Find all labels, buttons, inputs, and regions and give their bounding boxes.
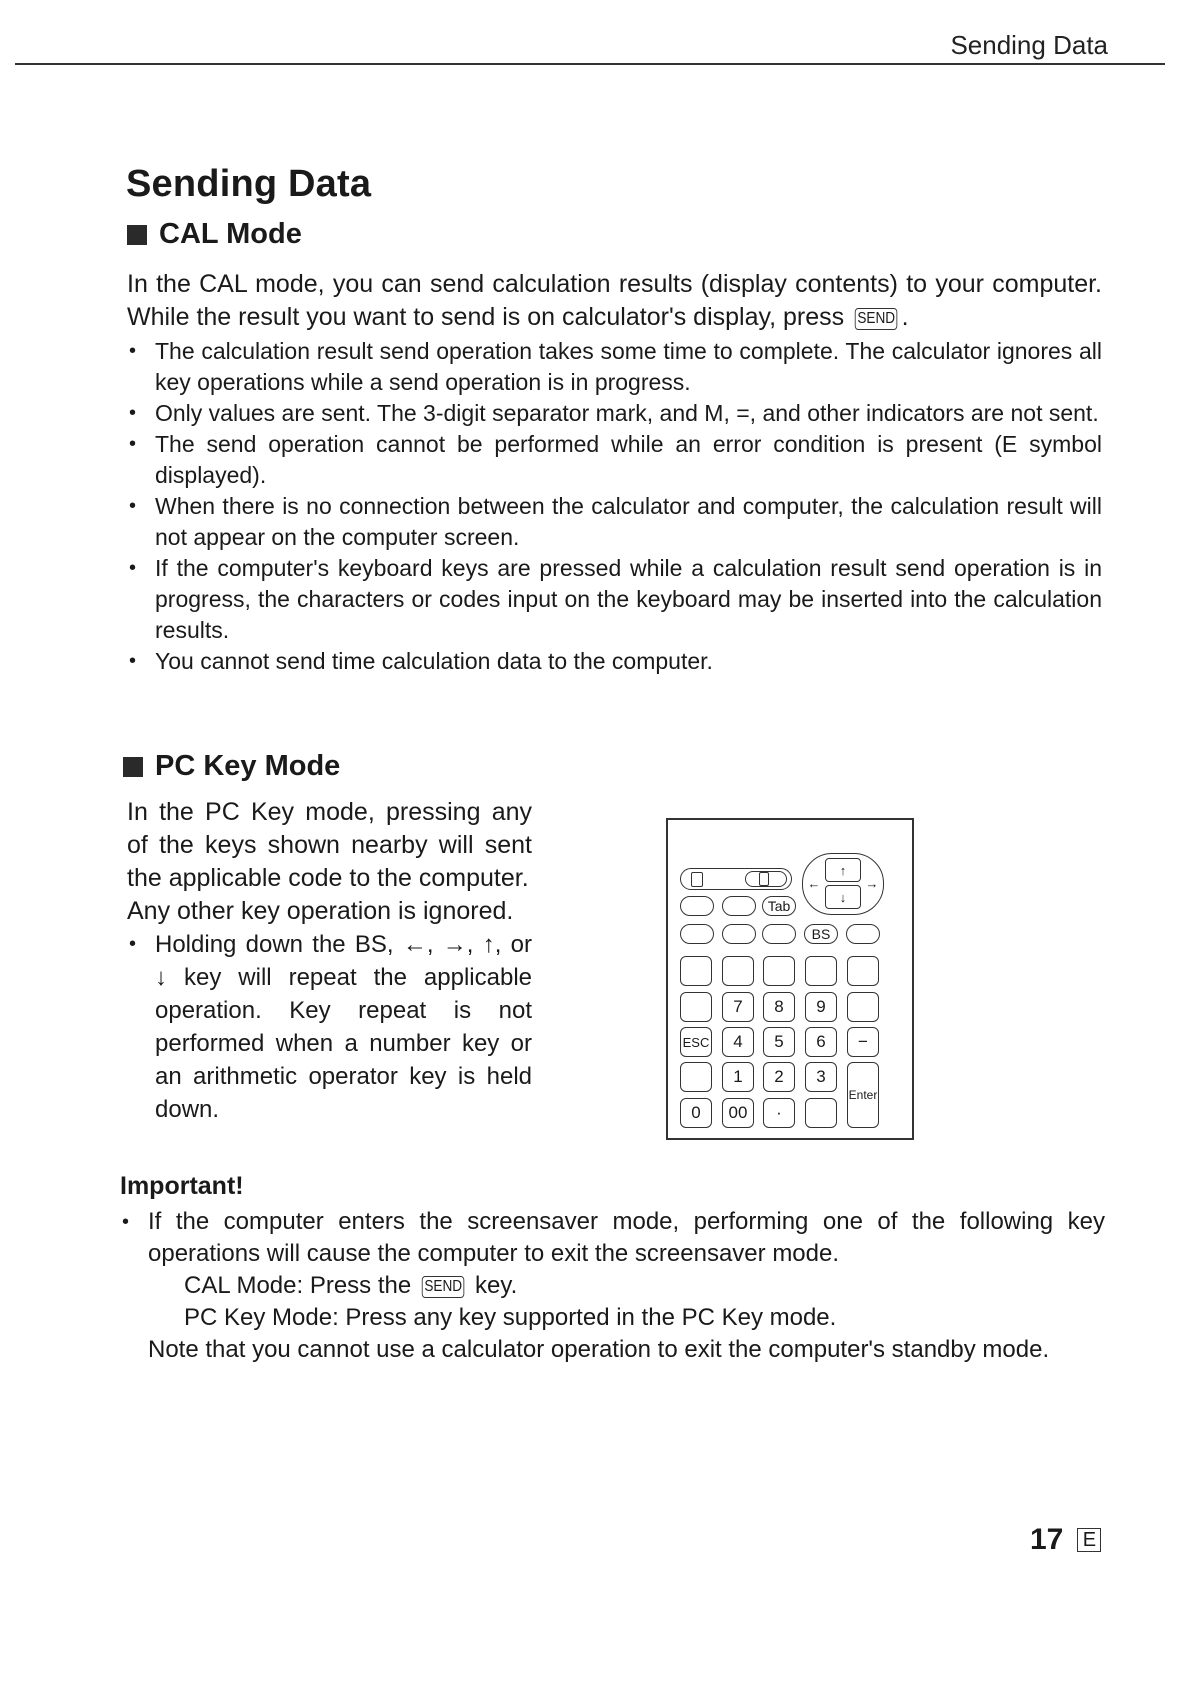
- keypad-key: [805, 956, 837, 986]
- blank-key: [762, 924, 796, 944]
- tab-key: Tab: [762, 896, 796, 916]
- key-4: 4: [722, 1027, 754, 1057]
- arrow-key-cluster: [802, 853, 884, 915]
- list-item: • The send operation cannot be performed while an error condition is present (E symbol displayed).: [127, 429, 1102, 491]
- cal-mode-section: [127, 268, 1102, 677]
- enter-key: Enter: [847, 1062, 879, 1128]
- key-1: 1: [722, 1062, 754, 1092]
- arrow-left-icon: ←: [807, 860, 821, 906]
- key-6: 6: [805, 1027, 837, 1057]
- key-2: 2: [763, 1062, 795, 1092]
- decimal-key: ·: [763, 1098, 795, 1128]
- cal-mode-heading-text: CAL Mode: [159, 218, 302, 250]
- arrow-down-icon: ↓: [825, 885, 861, 909]
- slider-switch-icon: [680, 868, 792, 890]
- key-9: 9: [805, 992, 837, 1022]
- esc-key: ESC: [680, 1027, 712, 1057]
- key-3: 3: [805, 1062, 837, 1092]
- keypad-key: [847, 956, 879, 986]
- cal-mode-intro: In the CAL mode, you can send calculation results (display contents) to your computer. While the result you want to send is on calculator's display, press SEND .: [127, 270, 1102, 331]
- send-key-icon: SEND: [422, 1276, 465, 1298]
- key-8: 8: [763, 992, 795, 1022]
- keypad-diagram: [666, 818, 914, 1140]
- list-item: • The calculation result send operation takes some time to complete. The calculator ignores all key operations while a send operation is in progress.: [127, 336, 1102, 398]
- important-cal-line: CAL Mode: Press the SEND key.: [184, 1272, 518, 1299]
- keypad-key: [763, 956, 795, 986]
- blank-key: [846, 924, 880, 944]
- page-number: [1030, 1523, 1101, 1557]
- page-title: Sending Data: [126, 163, 372, 205]
- keypad-key: [722, 956, 754, 986]
- important-section: [120, 1206, 1105, 1366]
- keypad-key: [805, 1098, 837, 1128]
- send-key-icon: SEND: [855, 308, 898, 330]
- key-00: 00: [722, 1098, 754, 1128]
- cal-mode-heading: [127, 218, 302, 251]
- keypad-key: [680, 1062, 712, 1092]
- square-bullet-icon: [123, 757, 143, 777]
- blank-key: [722, 924, 756, 944]
- pc-key-mode-heading: [123, 750, 340, 783]
- language-badge: E: [1077, 1528, 1101, 1552]
- blank-key: [680, 896, 714, 916]
- keypad-key: [847, 992, 879, 1022]
- blank-key: [680, 924, 714, 944]
- keypad-key: [680, 956, 712, 986]
- list-item: • Holding down the BS, ←, →, ↑, or ↓ key will repeat the applicable operation. Key repeat is not performed when a number key or an arithmetic operator key is held down.: [127, 928, 532, 1126]
- pc-key-mode-text: [127, 796, 532, 1126]
- page-number-text: 17: [1030, 1523, 1064, 1556]
- important-heading: Important!: [120, 1172, 244, 1200]
- running-header: Sending Data: [950, 30, 1108, 60]
- list-item: • Only values are sent. The 3-digit separator mark, and M, =, and other indicators are not sent.: [127, 398, 1102, 429]
- key-7: 7: [722, 992, 754, 1022]
- header-rule: [15, 63, 1165, 65]
- important-pc-line: PC Key Mode: Press any key supported in the PC Key mode.: [184, 1304, 837, 1331]
- key-0: 0: [680, 1098, 712, 1128]
- cal-mode-bullets: [127, 336, 1102, 677]
- arrow-up-icon: ↑: [825, 858, 861, 882]
- list-item: • When there is no connection between the calculator and computer, the calculation result will not appear on the computer screen.: [127, 491, 1102, 553]
- square-bullet-icon: [127, 225, 147, 245]
- pc-key-mode-note: Any other key operation is ignored.: [127, 897, 514, 925]
- important-bullets: [120, 1206, 1105, 1270]
- key-5: 5: [763, 1027, 795, 1057]
- important-note: Note that you cannot use a calculator operation to exit the computer's standby mode.: [148, 1336, 1050, 1363]
- blank-key: [722, 896, 756, 916]
- bs-key: BS: [804, 924, 838, 944]
- list-item: • If the computer enters the screensaver mode, performing one of the following key operations will cause the computer to exit the screensaver mode.: [120, 1206, 1105, 1270]
- pc-key-mode-bullets: [127, 928, 532, 1126]
- list-item: • You cannot send time calculation data to the computer.: [127, 646, 1102, 677]
- list-item: • If the computer's keyboard keys are pressed while a calculation result send operation is in progress, the characters or codes input on the keyboard may be inserted into the calculation results.: [127, 553, 1102, 646]
- arrow-right-icon: →: [865, 860, 879, 906]
- pc-key-mode-intro: In the PC Key mode, pressing any of the keys shown nearby will sent the applicable code to the computer.: [127, 798, 532, 892]
- keypad-key: [680, 992, 712, 1022]
- minus-key: −: [847, 1027, 879, 1057]
- pc-key-mode-heading-text: PC Key Mode: [155, 750, 341, 782]
